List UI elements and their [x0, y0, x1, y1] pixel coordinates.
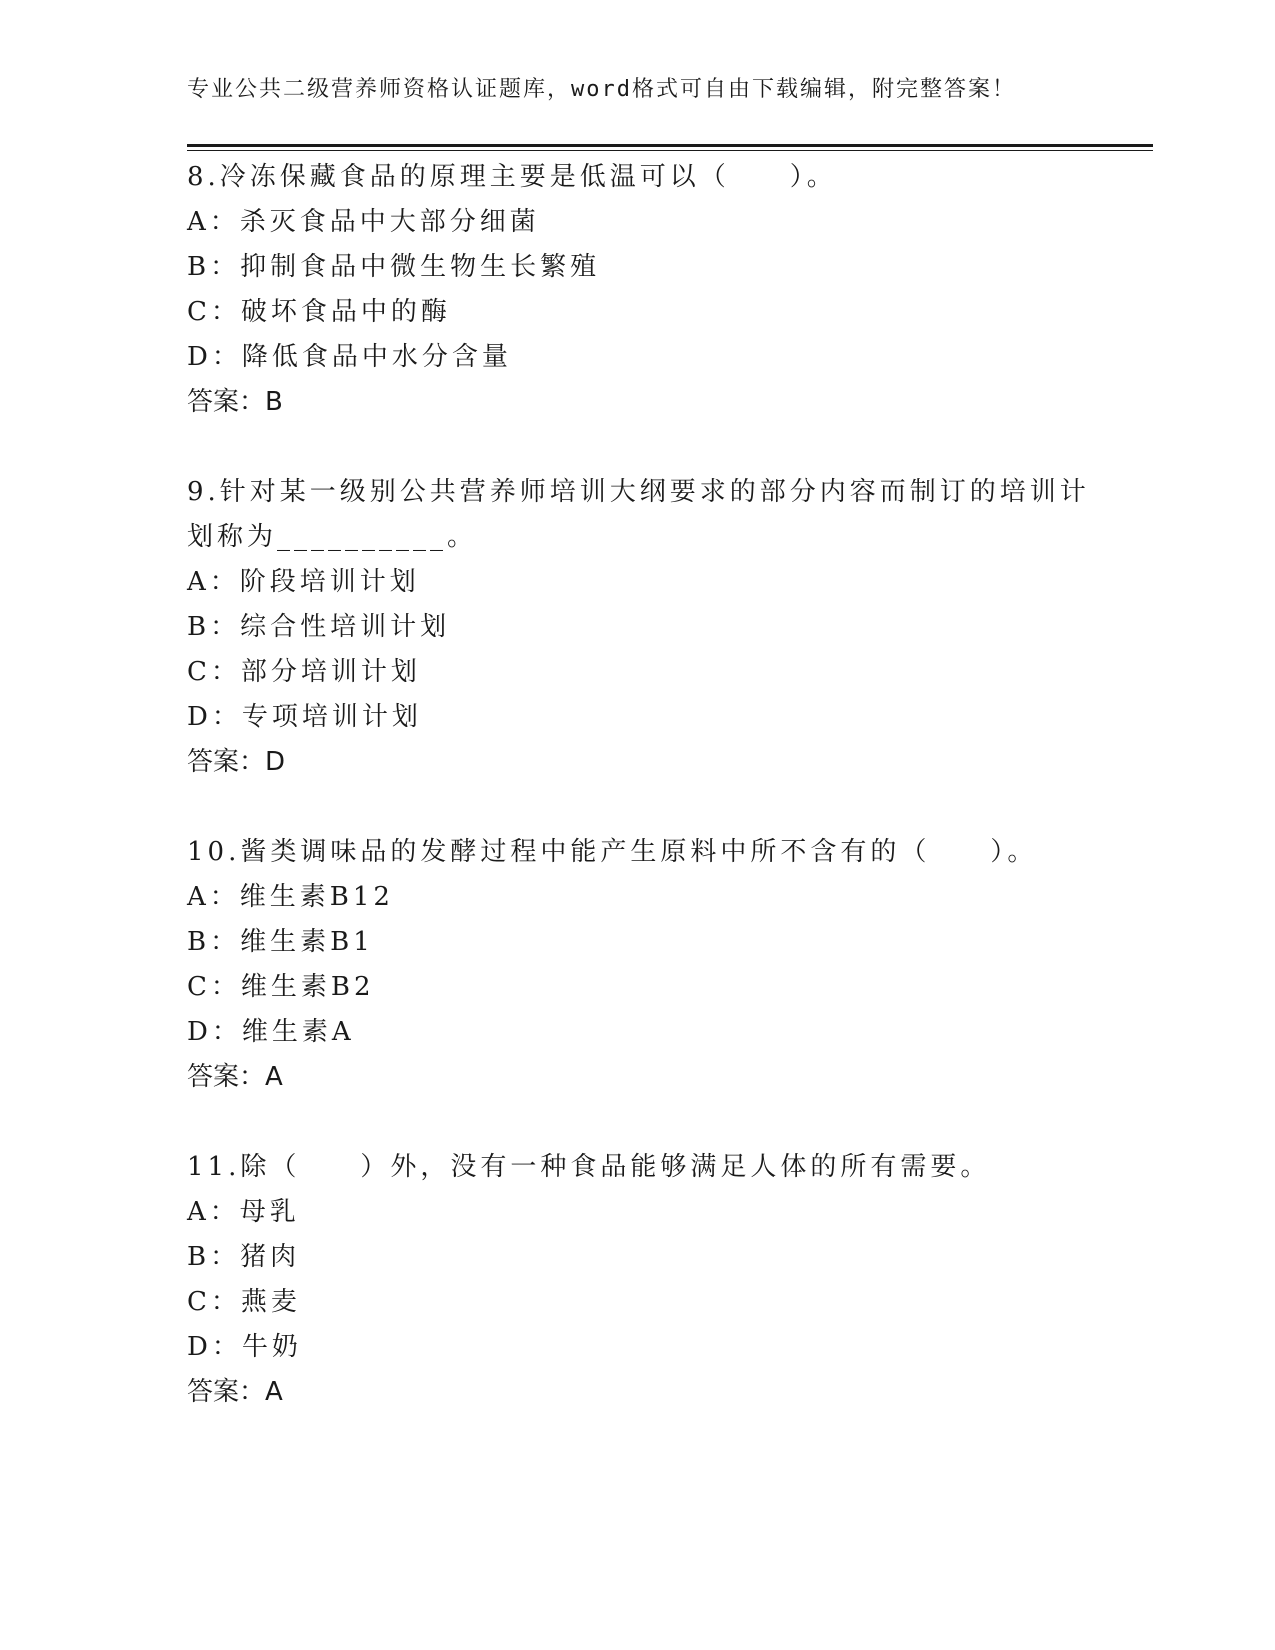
- option-b: B：综合性培训计划: [187, 612, 451, 642]
- option-c: C：部分培训计划: [187, 657, 421, 687]
- option-d: D：牛奶: [187, 1332, 302, 1362]
- option-b: B：抑制食品中微生物生长繁殖: [187, 252, 601, 282]
- option-b: B：维生素B1: [187, 927, 374, 957]
- question-8: [187, 155, 1087, 425]
- answer: 答案：A: [187, 1377, 283, 1407]
- question-text: 10.酱类调味品的发酵过程中能产生原料中所不含有的（ ）。: [187, 837, 1038, 867]
- option-c: C：破坏食品中的酶: [187, 297, 451, 327]
- option-a: A：维生素B12: [187, 882, 394, 912]
- question-text: 8.冷冻保藏食品的原理主要是低温可以（ ）。: [187, 162, 837, 192]
- question-9: [187, 470, 1090, 785]
- option-c: C：维生素B2: [187, 972, 375, 1002]
- option-d: D：维生素A: [187, 1017, 355, 1047]
- option-a: A：杀灭食品中大部分细菌: [187, 207, 540, 237]
- answer: 答案：A: [187, 1062, 283, 1092]
- header-rule-thick: [187, 144, 1153, 147]
- option-d: D：降低食品中水分含量: [187, 342, 512, 372]
- option-a: A：阶段培训计划: [187, 567, 420, 597]
- answer: 答案：D: [187, 747, 286, 777]
- question-11: [187, 1145, 1087, 1415]
- option-c: C：燕麦: [187, 1287, 301, 1317]
- question-text: 11.除（ ）外，没有一种食品能够满足人体的所有需要。: [187, 1152, 991, 1182]
- answer: 答案：B: [187, 387, 283, 417]
- option-a: A：母乳: [187, 1197, 300, 1227]
- header-rule-thin: [187, 150, 1153, 151]
- option-d: D：专项培训计划: [187, 702, 422, 732]
- option-b: B：猪肉: [187, 1242, 301, 1272]
- question-10: [187, 830, 1087, 1100]
- question-text-continued: 划称为__________。: [187, 522, 478, 552]
- page-header: 专业公共二级营养师资格认证题库，word格式可自由下载编辑，附完整答案！: [187, 77, 1016, 102]
- question-text: 9.针对某一级别公共营养师培训大纲要求的部分内容而制订的培训计: [187, 477, 1090, 507]
